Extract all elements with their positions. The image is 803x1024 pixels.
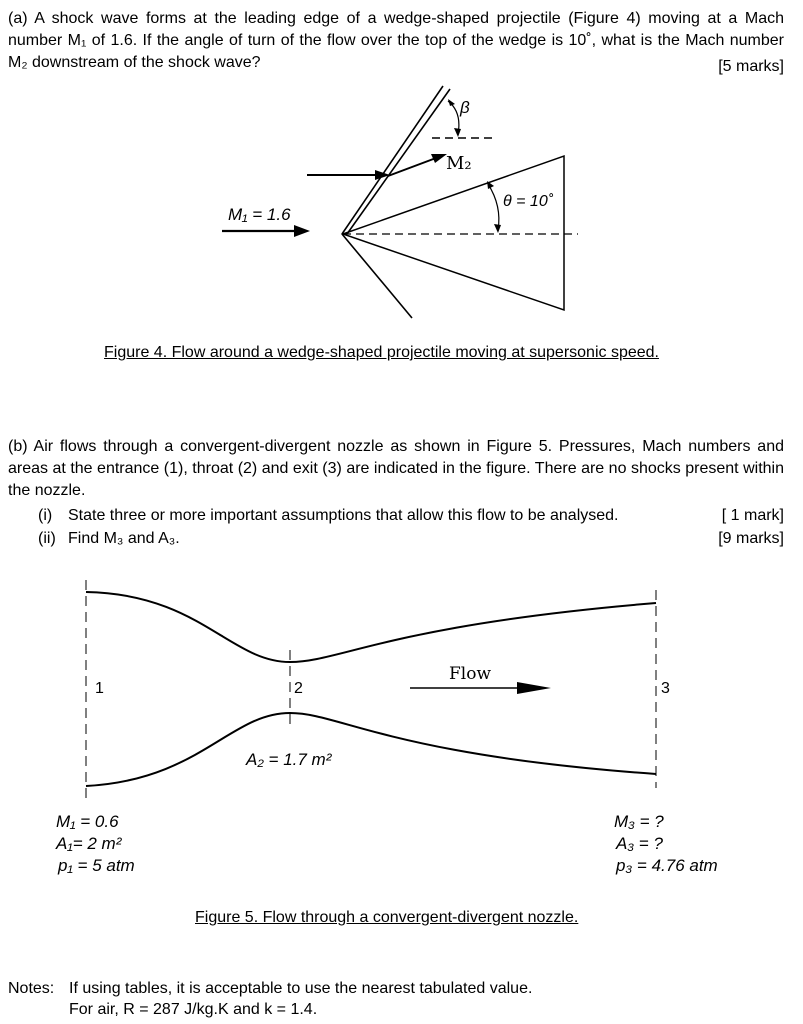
- notes-line-2: For air, R = 287 J/kg.K and k = 1.4.: [69, 1001, 318, 1018]
- question-a-marks: [5 marks]: [718, 58, 784, 75]
- station-3-label: 3: [661, 680, 670, 697]
- label-p3: p₃ = 4.76 atm: [616, 856, 718, 875]
- figure-4-wedge-diagram: [0, 0, 803, 330]
- flow-label: Flow: [449, 664, 492, 684]
- label-a2: A₂ = 1.7 m²: [246, 750, 332, 769]
- item-ii-marks: [9 marks]: [718, 530, 784, 547]
- question-b-item-ii: [38, 530, 180, 548]
- figure-4-caption: Figure 4. Flow around a wedge-shaped projectile moving at supersonic speed.: [104, 344, 659, 361]
- theta-arc-head-bottom: [494, 224, 501, 233]
- label-m1-nozzle: M₁ = 0.6: [56, 812, 119, 831]
- item-i-number: (i): [38, 507, 53, 524]
- incident-arrow-head: [375, 170, 390, 180]
- station-1-label: 1: [95, 680, 104, 697]
- notes-label: Notes:: [8, 980, 55, 997]
- question-a-text: (a) A shock wave forms at the leading edge of a wedge-shaped projectile (Figure 4) moving at a Mach number M₁ of 1.6. If the angle of turn of the flow over the top of the wedge is 10˚, what is the Mach number M₂ downstream of the shock wave?: [8, 10, 784, 71]
- label-beta: β: [460, 98, 470, 117]
- item-i-text: State three or more important assumptions that allow this flow to be analysed.: [68, 507, 619, 524]
- theta-arc: [488, 184, 499, 230]
- label-m3: M₃ = ?: [614, 812, 664, 831]
- item-ii-number: (ii): [38, 530, 56, 547]
- nozzle-upper-wall: [86, 592, 656, 662]
- notes-line-1: If using tables, it is acceptable to use the nearest tabulated value.: [69, 980, 533, 997]
- label-a3: A₃ = ?: [616, 834, 663, 853]
- figure-5-nozzle-diagram: [0, 570, 803, 820]
- label-theta: θ = 10˚: [503, 193, 554, 210]
- item-ii-text: Find M₃ and A₃.: [68, 530, 180, 547]
- m2-arrow-head: [431, 154, 447, 163]
- beta-arc-head-bottom: [454, 128, 461, 137]
- item-i-marks: [ 1 mark]: [721, 507, 784, 524]
- station-2-label: 2: [294, 680, 303, 697]
- label-m2: M₂: [446, 153, 472, 174]
- flow-arrow-head: [517, 682, 551, 694]
- question-b-item-i: [38, 507, 619, 525]
- question-b-text: (b) Air flows through a convergent-divergent nozzle as shown in Figure 5. Pressures, Mach numbers and areas at the entrance (1), throat (2) and exit (3) are indicated in the figure. There are no shocks present within the nozzle.: [8, 438, 784, 499]
- label-p1: p₁ = 5 atm: [58, 856, 135, 875]
- shock-wave-lower-line: [342, 234, 412, 318]
- figure-5-caption: Figure 5. Flow through a convergent-divergent nozzle.: [195, 909, 579, 926]
- label-m1: M₁ = 1.6: [228, 205, 291, 224]
- nozzle-lower-wall: [86, 713, 656, 786]
- m1-arrow-head: [294, 225, 310, 237]
- beta-arc-head-top: [448, 99, 455, 106]
- label-a1: A₁= 2 m²: [56, 834, 122, 853]
